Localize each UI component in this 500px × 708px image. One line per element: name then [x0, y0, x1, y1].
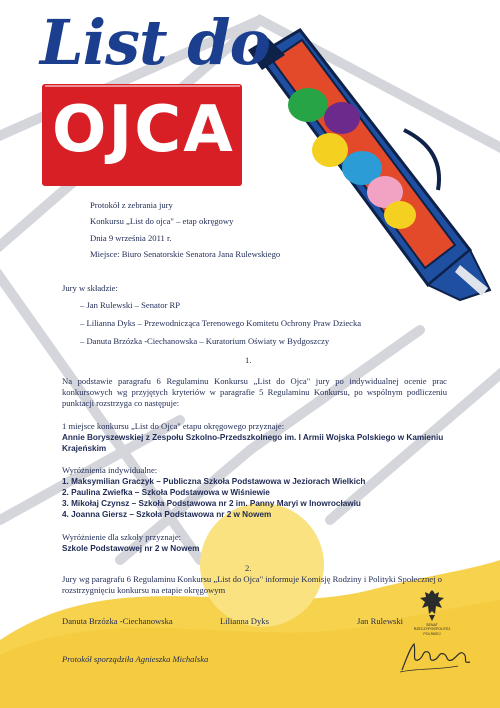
header-line2: Konkursu „List do ojca" – etap okręgowy — [90, 216, 234, 226]
jury-member: – Danuta Brzózka -Ciechanowska – Kuratorium Oświaty w Bydgoszczy — [80, 336, 330, 346]
jury-heading: Jury w składzie: — [62, 283, 118, 293]
jury-member: – Lilianna Dyks – Przewodnicząca Terenowego Komitetu Ochrony Praw Dziecka — [80, 318, 362, 328]
protokol-note: Protokół sporządziła Agnieszka Michalska — [62, 654, 209, 664]
individual-award: 1. Maksymilian Graczyk – Publiczna Szkoła Podstawowa w Jeziorach Wielkich — [62, 477, 366, 486]
individual-heading: Wyróżnienia indywidualne: — [62, 465, 158, 475]
school-heading: Wyróżnienie dla szkoły przyznaje: — [62, 532, 182, 542]
jury-member: – Jan Rulewski – Senator RP — [80, 300, 181, 310]
header-line1: Protokół z zebrania jury — [90, 200, 173, 210]
signature-name: Danuta Brzózka -Ciechanowska — [62, 616, 173, 626]
header-line4: Miejsce: Biuro Senatorskie Senatora Jana Rulewskiego — [90, 249, 281, 259]
section-number: 2. — [245, 563, 252, 573]
handwritten-signature — [398, 640, 478, 674]
individual-award: 2. Paulina Zwiefka – Szkoła Podstawowa w Wiśniewie — [62, 488, 270, 497]
seal-line: RZECZYPOSPOLITEJ — [413, 627, 451, 632]
signature-name: Lilianna Dyks — [220, 616, 269, 626]
logo-title-line2: OJCA — [52, 93, 235, 167]
first-place-intro: 1 miejsce konkursu „List do Ojca" etapu okręgowego przyznaje: — [62, 421, 285, 431]
section2-paragraph: Jury wg paragrafu 6 Regulaminu Konkursu „List do Ojca" informuje Komisję Rodziny i Polityki Społecznej o rozstrzygnięciu konkursu na etapie okręgowym — [62, 574, 442, 595]
section1-paragraph: Na podstawie paragrafu 6 Regulaminu Konkursu „List do Ojca" jury po indywidualnej ocenie prac konkursowych wg przyjętych kryteriów w paragrafie 5 Regulaminu Konkursu, po wspólnym podliczeniu punktacji rozstrzyga co następuje: — [62, 376, 447, 408]
senate-eagle-icon — [418, 588, 446, 622]
seal-text — [408, 623, 456, 636]
signature-name: Jan Rulewski — [357, 616, 404, 626]
school-award: Szkole Podstawowej nr 2 w Nowem — [62, 544, 200, 553]
seal-line: SENAT — [426, 623, 438, 627]
header-line3: Dnia 9 września 2011 r. — [90, 233, 172, 243]
first-place-winner: Annie Boryszewskiej z Zespołu Szkolno-Przedszkolnego im. I Armii Wojska Polskiego w Kamieniu Krajeńskim — [62, 433, 444, 453]
individual-award: 4. Joanna Giersz – Szkoła Podstawowa nr 2 w Nowem — [62, 510, 272, 519]
section-number: 1. — [245, 355, 252, 365]
logo-title-line1: List do — [40, 6, 270, 79]
seal-line: POLSKIEJ — [423, 631, 441, 636]
individual-award: 3. Mikołaj Czynsz – Szkoła Podstawowa nr 2 im. Panny Maryi w Inowrocławiu — [62, 499, 361, 508]
pen-illustration — [248, 30, 490, 300]
